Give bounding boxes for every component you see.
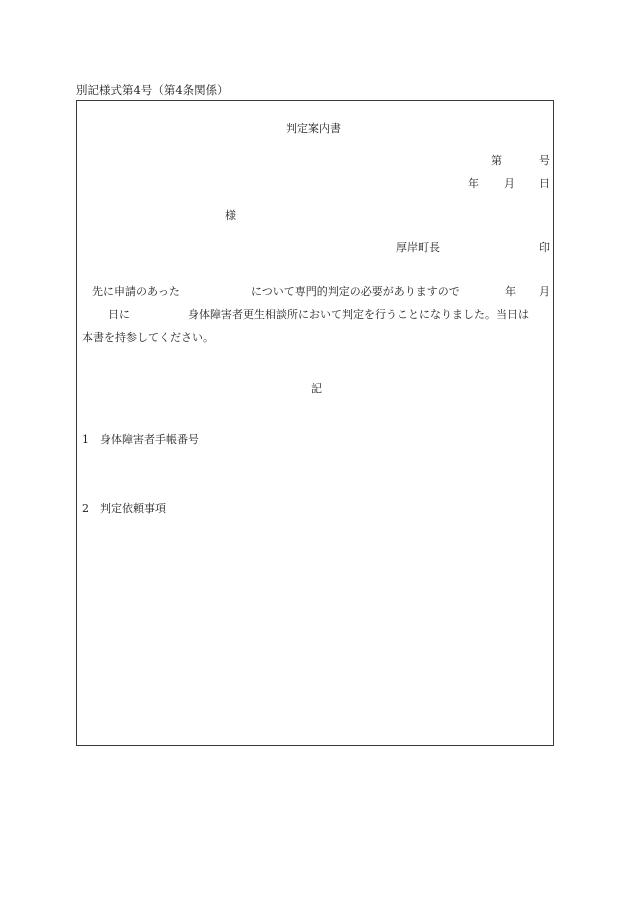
addressee-suffix: 様 — [225, 209, 236, 222]
date-year: 年 — [468, 177, 479, 190]
body-line3: 本書を持参してください。 — [82, 331, 214, 344]
document-title: 判定案内書 — [286, 122, 341, 135]
form-frame — [76, 100, 554, 746]
date-month: 月 — [504, 177, 515, 190]
body-line1-month: 月 — [539, 285, 550, 298]
seal-mark: 印 — [539, 241, 550, 254]
body-line2-day: 日に — [108, 308, 130, 321]
item-2-label: 判定依頼事項 — [100, 502, 166, 515]
item-1-label: 身体障害者手帳番号 — [100, 433, 199, 446]
body-line2-part2: 身体障害者更生相談所において判定を行うことになりました。当日は — [188, 308, 529, 321]
issuer-name: 厚岸町長 — [396, 241, 440, 254]
form-label: 別記様式第4号（第4条関係） — [76, 83, 229, 97]
body-line1-part1: 先に申請のあった — [92, 285, 180, 298]
number-dai: 第 — [491, 154, 502, 167]
item-1-number: 1 — [82, 433, 89, 446]
item-2-number: 2 — [82, 502, 89, 515]
number-go: 号 — [539, 154, 550, 167]
date-day: 日 — [539, 177, 550, 190]
body-line1-year: 年 — [505, 285, 516, 298]
ki-heading: 記 — [311, 382, 322, 395]
body-line1-part2: について専門的判定の必要がありますので — [251, 285, 460, 298]
